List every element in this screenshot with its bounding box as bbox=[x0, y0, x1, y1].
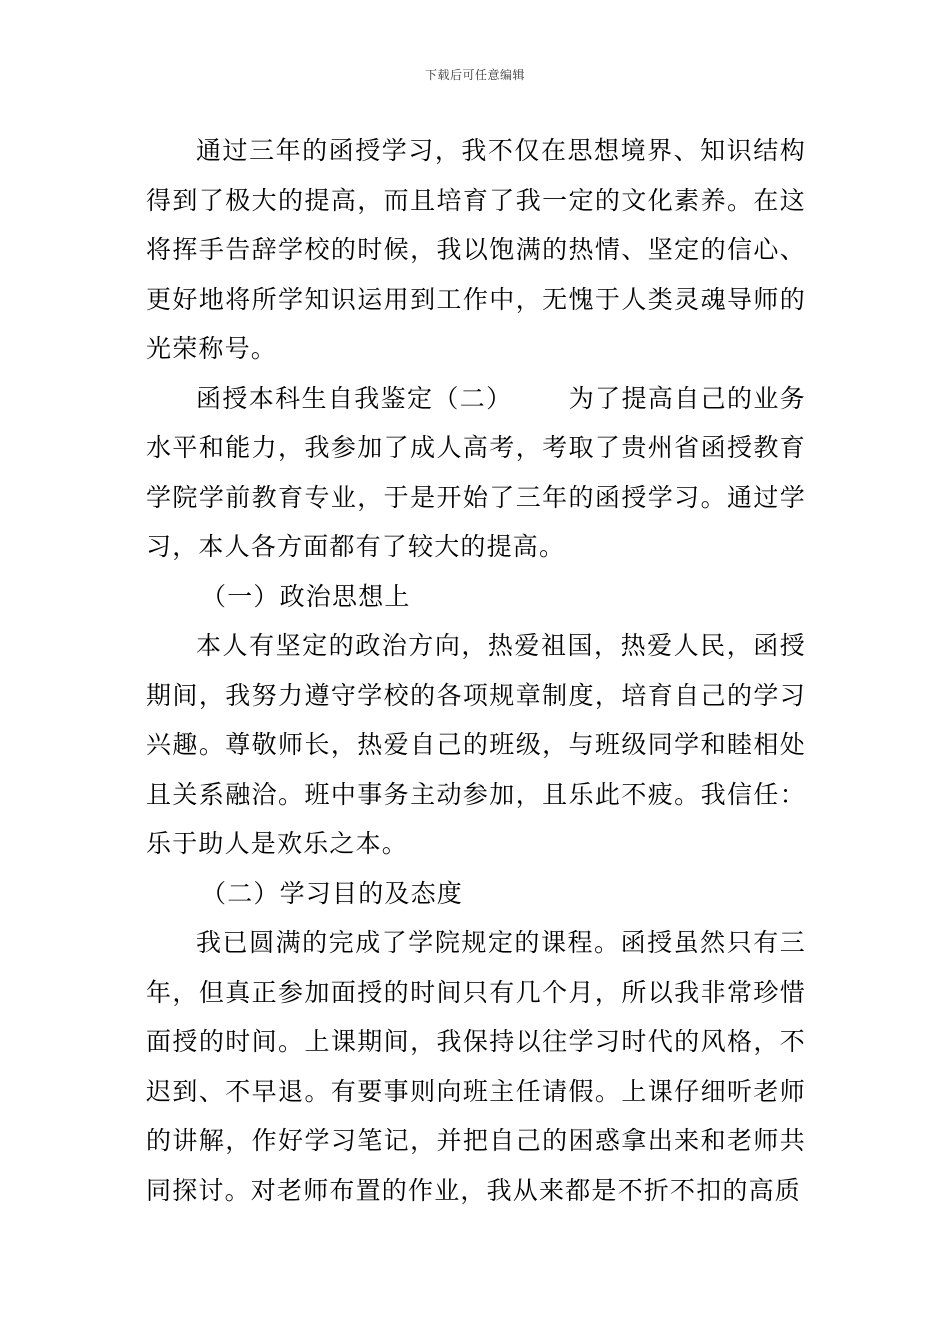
document-body bbox=[146, 126, 806, 1215]
paragraph-intro-conclusion: 通过三年的函授学习，我不仅在思想境界、知识结构得到了极大的提高，而且培育了我一定的文化素养。在这将挥手告辞学校的时候，我以饱满的热情、坚定的信心、更好地将所学知识运用到工作中，无愧于人类灵魂导师的光荣称号。 bbox=[146, 136, 806, 363]
paragraph-politics: 本人有坚定的政治方向，热爱祖国，热爱人民，函授期间，我努力遵守学校的各项规章制度，培育自己的学习兴趣。尊敬师长，热爱自己的班级，与班级同学和睦相处且关系融洽。班中事务主动参加，且乐此不疲。我信任：乐于助人是欢乐之本。 bbox=[146, 631, 806, 858]
paragraph-section-two bbox=[146, 374, 806, 572]
section-two-text: 为了提高自己的业务水平和能力，我参加了成人高考，考取了贵州省函授教育学院学前教育专业，于是开始了三年的函授学习。通过学习，本人各方面都有了较大的提高。 bbox=[146, 383, 806, 561]
subheading-politics: （一）政治思想上 bbox=[201, 581, 411, 611]
section-title: 函授本科生自我鉴定（二） bbox=[196, 383, 513, 413]
paragraph-study-attitude: 我已圆满的完成了学院规定的课程。函授虽然只有三年，但真正参加面授的时间只有几个月，所以我非常珍惜面授的时间。上课期间，我保持以往学习时代的风格，不迟到、不早退。有要事则向班主任请假。上课仔细听老师的讲解，作好学习笔记，并把自己的困惑拿出来和老师共同探讨。对老师布置的作业，我从来都是不折不扣的高质 bbox=[146, 928, 806, 1205]
page-header-note: 下载后可任意编辑 bbox=[424, 68, 525, 82]
subheading-study-attitude: （二）学习目的及态度 bbox=[201, 878, 464, 908]
